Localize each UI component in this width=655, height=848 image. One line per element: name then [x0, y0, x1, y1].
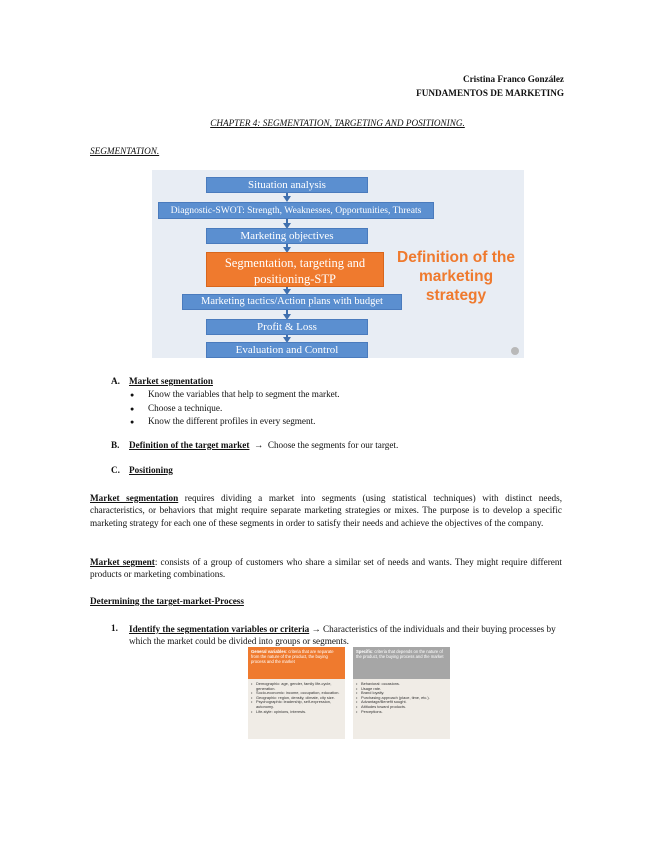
course-title: FUNDAMENTOS DE MARKETING	[416, 88, 564, 98]
step-title: Identify the segmentation variables or criteria	[129, 624, 310, 634]
segmentation-paragraph	[90, 492, 562, 529]
market-segmentation-heading: Market segmentation	[129, 376, 213, 386]
general-title: General variables	[251, 649, 286, 654]
bullet-icon: ●	[130, 391, 135, 399]
bullet-item: Choose a technique.	[148, 403, 223, 413]
term: Market segmentation	[90, 493, 179, 503]
outline-letter: C.	[111, 465, 120, 475]
specific-variables-header	[353, 647, 450, 679]
right-arrow-icon: →	[251, 440, 266, 450]
specific-variables-list	[356, 682, 448, 714]
logo-icon	[511, 347, 519, 355]
strategy-definition-label: Definition of the marketing strategy	[397, 249, 515, 304]
list-item: • Attitudes toward products.	[356, 705, 448, 710]
specific-variables-column	[353, 647, 450, 739]
step-evaluation-control: Evaluation and Control	[206, 342, 368, 358]
marketing-plan-diagram	[152, 170, 524, 358]
right-arrow-icon: →	[309, 624, 324, 634]
general-desc: : criteria that are separate from the nature of the product, the buying process and the market	[251, 649, 334, 664]
step-swot: Diagnostic-SWOT: Strength, Weaknesses, Opportunities, Threats	[158, 202, 434, 219]
step-marketing-objectives: Marketing objectives	[206, 228, 368, 244]
general-variables-header	[248, 647, 345, 679]
bullet-item: Know the variables that help to segment the market.	[148, 389, 340, 399]
step-stp: Segmentation, targeting and positioning-STP	[206, 252, 384, 287]
author-name: Cristina Franco González	[462, 74, 564, 84]
step-number: 1.	[111, 623, 118, 633]
segmentation-variables-figure	[248, 647, 450, 739]
definition: requires dividing a market into segments (using statistical techniques) with distinct needs, characteristics, or behaviors that might require separate marketing strategies or mixes. The purpose is to develop a specific marketing strategy for each one of these segments in order to satisfy their needs and achieve the objectives of the company.	[90, 493, 563, 528]
definition: : consists of a group of customers who share a similar set of needs and wants. They might require different products or marketing combinations.	[90, 557, 562, 580]
list-item: • Usage rate.	[356, 687, 448, 692]
step-profit-loss: Profit & Loss	[206, 319, 368, 335]
outline-letter: A.	[111, 376, 120, 386]
list-item: • Socio-economic: income, occupation, education.	[251, 691, 343, 696]
list-item: • Perceptions.	[356, 710, 448, 715]
section-title: SEGMENTATION.	[90, 146, 160, 156]
bullet-icon: ●	[130, 405, 135, 413]
segment-paragraph	[90, 556, 562, 581]
step-text: Characteristics of the individuals and their buying processes by which the market could be divided into groups or segments.	[129, 624, 556, 647]
chapter-title: CHAPTER 4: SEGMENTATION, TARGETING AND POSITIONING.	[210, 118, 465, 128]
bullet-item: Know the different profiles in every segment.	[148, 416, 316, 426]
general-variables-column	[248, 647, 345, 739]
step-situation-analysis: Situation analysis	[206, 177, 368, 193]
list-item: • Behavioral: occasions.	[356, 682, 448, 687]
outline-letter: B.	[111, 440, 120, 450]
list-item: • Demographic: age, gender, family life-cycle, generation.	[251, 682, 343, 691]
positioning-heading: Positioning	[129, 465, 173, 475]
process-title: Determining the target-market-Process	[90, 596, 244, 606]
target-market-text: Choose the segments for our target.	[267, 440, 399, 450]
bullet-icon: ●	[130, 418, 135, 426]
list-item: • Brand loyalty.	[356, 691, 448, 696]
term: Market segment	[90, 557, 155, 567]
list-item: • Advantage/Benefit sought.	[356, 700, 448, 705]
target-market-heading: Definition of the target market	[129, 440, 250, 450]
list-item: • Life-style: opinions, interests.	[251, 710, 343, 715]
step-tactics: Marketing tactics/Action plans with budget	[182, 294, 402, 310]
general-variables-list	[251, 682, 343, 714]
specific-desc: : criteria that depends on the nature of the product, the buying process and the market	[356, 649, 444, 659]
list-item: • Purchasing approach (place, time, etc.).	[356, 696, 448, 701]
list-item: • Geographic: region, density, climate, city size.	[251, 696, 343, 701]
list-item: • Psychographic: leadership, self-expression, autonomy.	[251, 700, 343, 709]
target-market-item	[129, 440, 398, 450]
specific-title: Specific	[356, 649, 373, 654]
step-1	[129, 623, 565, 648]
